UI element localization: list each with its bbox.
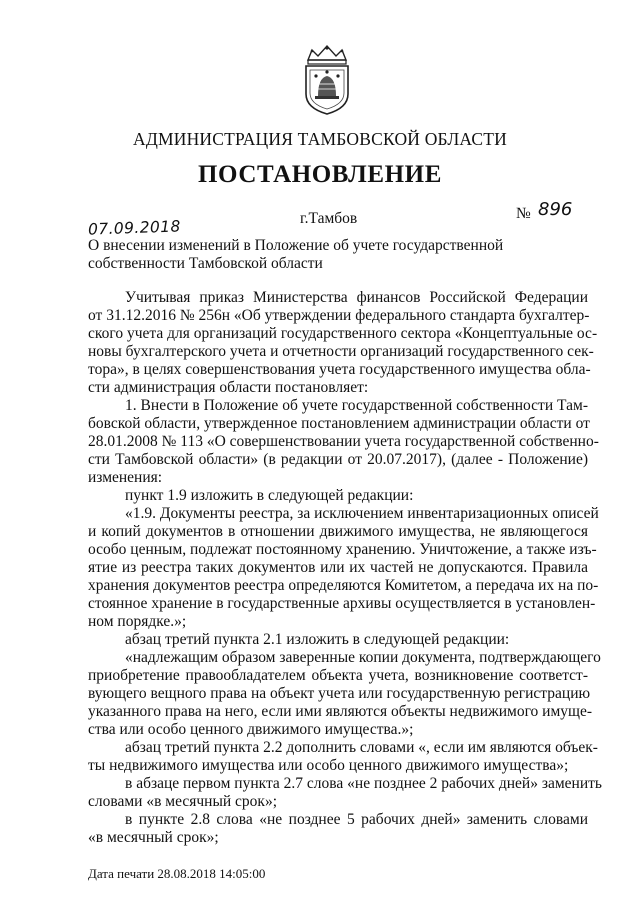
body-line: абзац третий пункта 2.2 дополнить словами «, если им являются объек- <box>125 739 598 756</box>
body-line: ном порядке.»; <box>88 613 187 630</box>
document-number-label: № <box>516 205 531 222</box>
body-line: особо ценным, подлежат постоянному хранению. Уничтожение, а также изъ- <box>88 541 597 558</box>
body-line: абзац третий пункта 2.1 изложить в следующей редакции: <box>125 631 510 648</box>
body-line: 1. Внести в Положение об учете государственной собственности Там- <box>125 397 588 414</box>
document-subject: О внесении изменений в Положение об учете государственной собственности Тамбовской области <box>88 237 504 272</box>
body-line: хранения документов реестра определяются Комитетом, а передача их на по- <box>88 577 599 594</box>
body-line: ского учета для организаций государственного сектора «Концептуальные ос- <box>88 325 598 342</box>
document-type-heading: ПОСТАНОВЛЕНИЕ <box>197 161 443 188</box>
body-line: в абзаце первом пункта 2.7 слова «не позднее 2 рабочих дней» заменить <box>125 775 602 792</box>
body-line: «1.9. Документы реестра, за исключением инвентаризационных описей <box>125 505 599 522</box>
body-line: бовской области, утвержденное постановлением администрации области от <box>88 415 590 432</box>
body-line: тора», в целях совершенствования учета государственного имущества обла- <box>88 361 591 378</box>
body-line: ятие из реестра таких документов или их частей не допускаются. Правила <box>88 559 588 576</box>
print-date-footer: Дата печати 28.08.2018 14:05:00 <box>88 866 266 881</box>
body-line: новы бухгалтерского учета и отчетности организаций государственного сек- <box>88 343 594 360</box>
body-line: стоянное хранение в государственные архивы осуществляется в установлен- <box>88 595 596 612</box>
body-line: в пункте 2.8 слова «не позднее 5 рабочих дней» заменить словами <box>125 811 588 828</box>
body-line: Учитывая приказ Министерства финансов Российской Федерации <box>125 289 588 306</box>
body-line: указанного права на него, если ими являются объекты недвижимого имуще- <box>88 703 592 720</box>
organization-title: АДМИНИСТРАЦИЯ ТАМБОВСКОЙ ОБЛАСТИ <box>133 129 507 149</box>
body-line: вующего вещного права на объект учета или государственную регистрацию <box>88 685 591 702</box>
body-line: приобретение правообладателем объекта учета, возникновение соответст- <box>88 667 588 684</box>
document-city: г.Тамбов <box>300 210 358 227</box>
body-line: от 31.12.2016 № 256н «Об утверждении федерального стандарта бухгалтер- <box>88 307 590 324</box>
body-line: словами «в месячный срок»; <box>88 793 278 810</box>
body-line: ты недвижимого имущества или особо ценного движимого имущества»; <box>88 757 569 774</box>
body-line: сти администрация области постановляет: <box>88 379 369 396</box>
body-line: «в месячный срок»; <box>88 829 219 846</box>
body-line: изменения: <box>88 469 163 486</box>
body-line: 28.01.2008 № 113 «О совершенствовании учета государственной собственно- <box>88 433 599 450</box>
document-date: 07.09.2018 <box>87 217 182 239</box>
tambov-coat-of-arms-icon <box>298 44 356 116</box>
document-number: 896 <box>538 199 573 220</box>
body-line: ства или особо ценного движимого имущества.»; <box>88 721 414 738</box>
body-line: пункт 1.9 изложить в следующей редакции: <box>125 487 414 504</box>
body-line: сти Тамбовской области» (в редакции от 20.07.2017), (далее - Положение) <box>88 451 588 468</box>
body-line: «надлежащим образом заверенные копии документа, подтверждающего <box>125 649 601 666</box>
body-line: и копий документов в отношении движимого имущества, не являющегося <box>88 523 588 540</box>
